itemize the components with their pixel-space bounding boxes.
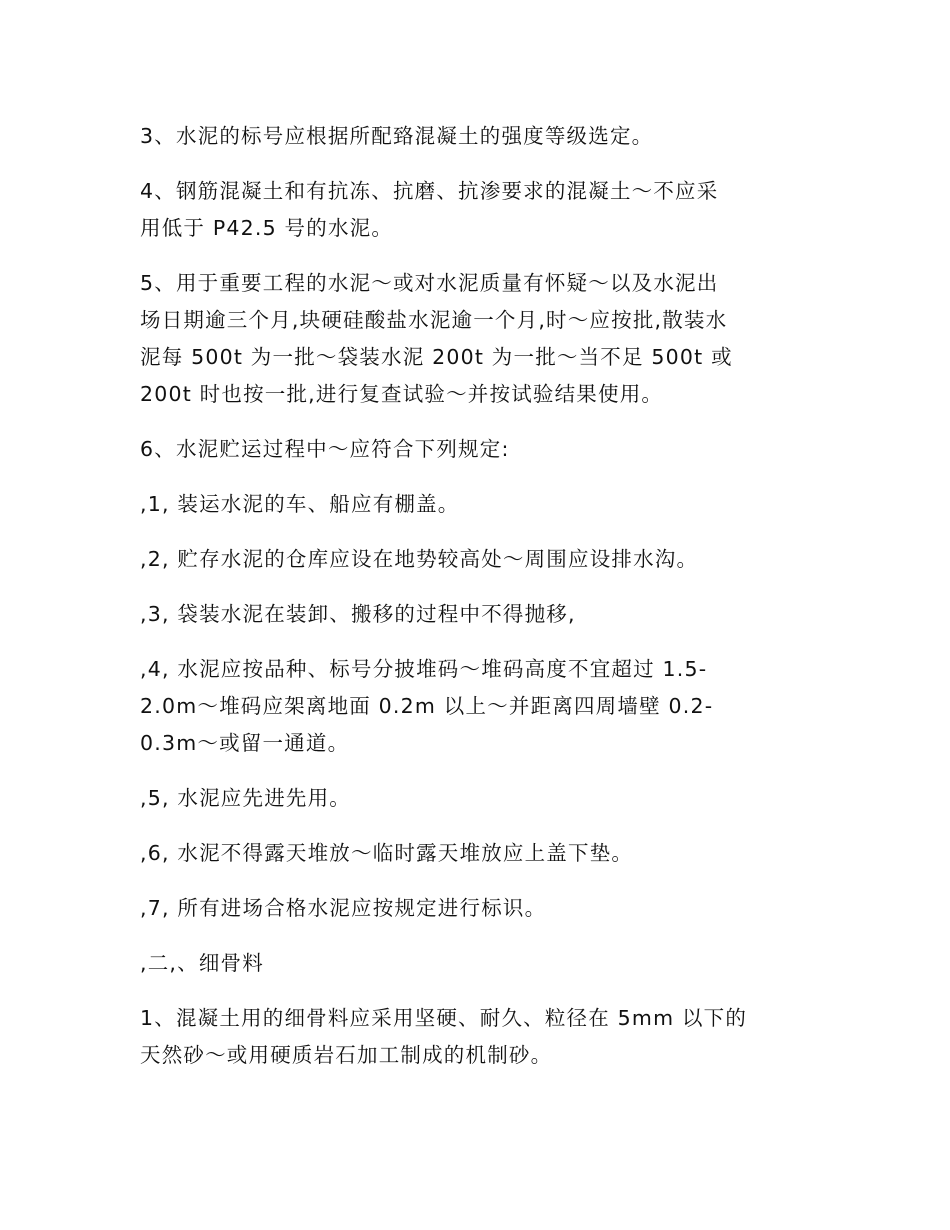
text-line: 6、水泥贮运过程中～应符合下列规定:	[140, 437, 510, 461]
paragraph-recheck	[140, 265, 820, 413]
text-line: 2.0m～堆码应架离地面 0.2m 以上～并距离四周墙壁 0.2-	[140, 694, 714, 718]
text-line: 4、钢筋混凝土和有抗冻、抗磨、抗渗要求的混凝土～不应采	[140, 179, 719, 203]
text-line: 5、用于重要工程的水泥～或对水泥质量有怀疑～以及水泥出	[140, 271, 719, 295]
text-line: 泥每 500t 为一批～袋装水泥 200t 为一批～当不足 500t 或	[140, 345, 733, 369]
text-line: ,5, 水泥应先进先用。	[140, 786, 351, 810]
text-line: 200t 时也按一批,进行复查试验～并按试验结果使用。	[140, 382, 664, 406]
list-item-rule-4	[140, 651, 820, 762]
text-line: 0.3m～或留一通道。	[140, 731, 350, 755]
paragraph-fine-aggregate-1	[140, 1000, 820, 1074]
text-line: 场日期逾三个月,块硬硅酸盐水泥逾一个月,时～应按批,散装水	[140, 308, 728, 332]
document-body	[140, 118, 820, 1092]
text-line: ,1, 装运水泥的车、船应有棚盖。	[140, 492, 460, 516]
text-line: 3、水泥的标号应根据所配臵混凝土的强度等级选定。	[140, 124, 654, 148]
text-line: ,3, 袋装水泥在装卸、搬移的过程中不得抛移,	[140, 602, 576, 626]
text-line: 天然砂～或用硬质岩石加工制成的机制砂。	[140, 1043, 553, 1067]
text-line: 用低于 P42.5 号的水泥。	[140, 216, 394, 240]
list-item-rule-6	[140, 835, 820, 872]
text-line: ,6, 水泥不得露天堆放～临时露天堆放应上盖下垫。	[140, 841, 634, 865]
text-line: ,2, 贮存水泥的仓库应设在地势较高处～周围应设排水沟。	[140, 547, 699, 571]
text-line: ,4, 水泥应按品种、标号分披堆码～堆码高度不宜超过 1.5-	[140, 657, 708, 681]
list-item-rule-3	[140, 596, 820, 633]
text-line: ,7, 所有进场合格水泥应按规定进行标识。	[140, 896, 547, 920]
list-item-rule-2	[140, 541, 820, 578]
list-item-rule-5	[140, 780, 820, 817]
paragraph-cement-grade	[140, 118, 820, 155]
section-heading-fine-aggregate	[140, 945, 820, 982]
text-line: 1、混凝土用的细骨料应采用坚硬、耐久、粒径在 5mm 以下的	[140, 1006, 748, 1030]
paragraph-reinforced-concrete	[140, 173, 820, 247]
paragraph-storage-rules	[140, 431, 820, 468]
list-item-rule-1	[140, 486, 820, 523]
text-line: ,二,、细骨料	[140, 951, 264, 975]
list-item-rule-7	[140, 890, 820, 927]
